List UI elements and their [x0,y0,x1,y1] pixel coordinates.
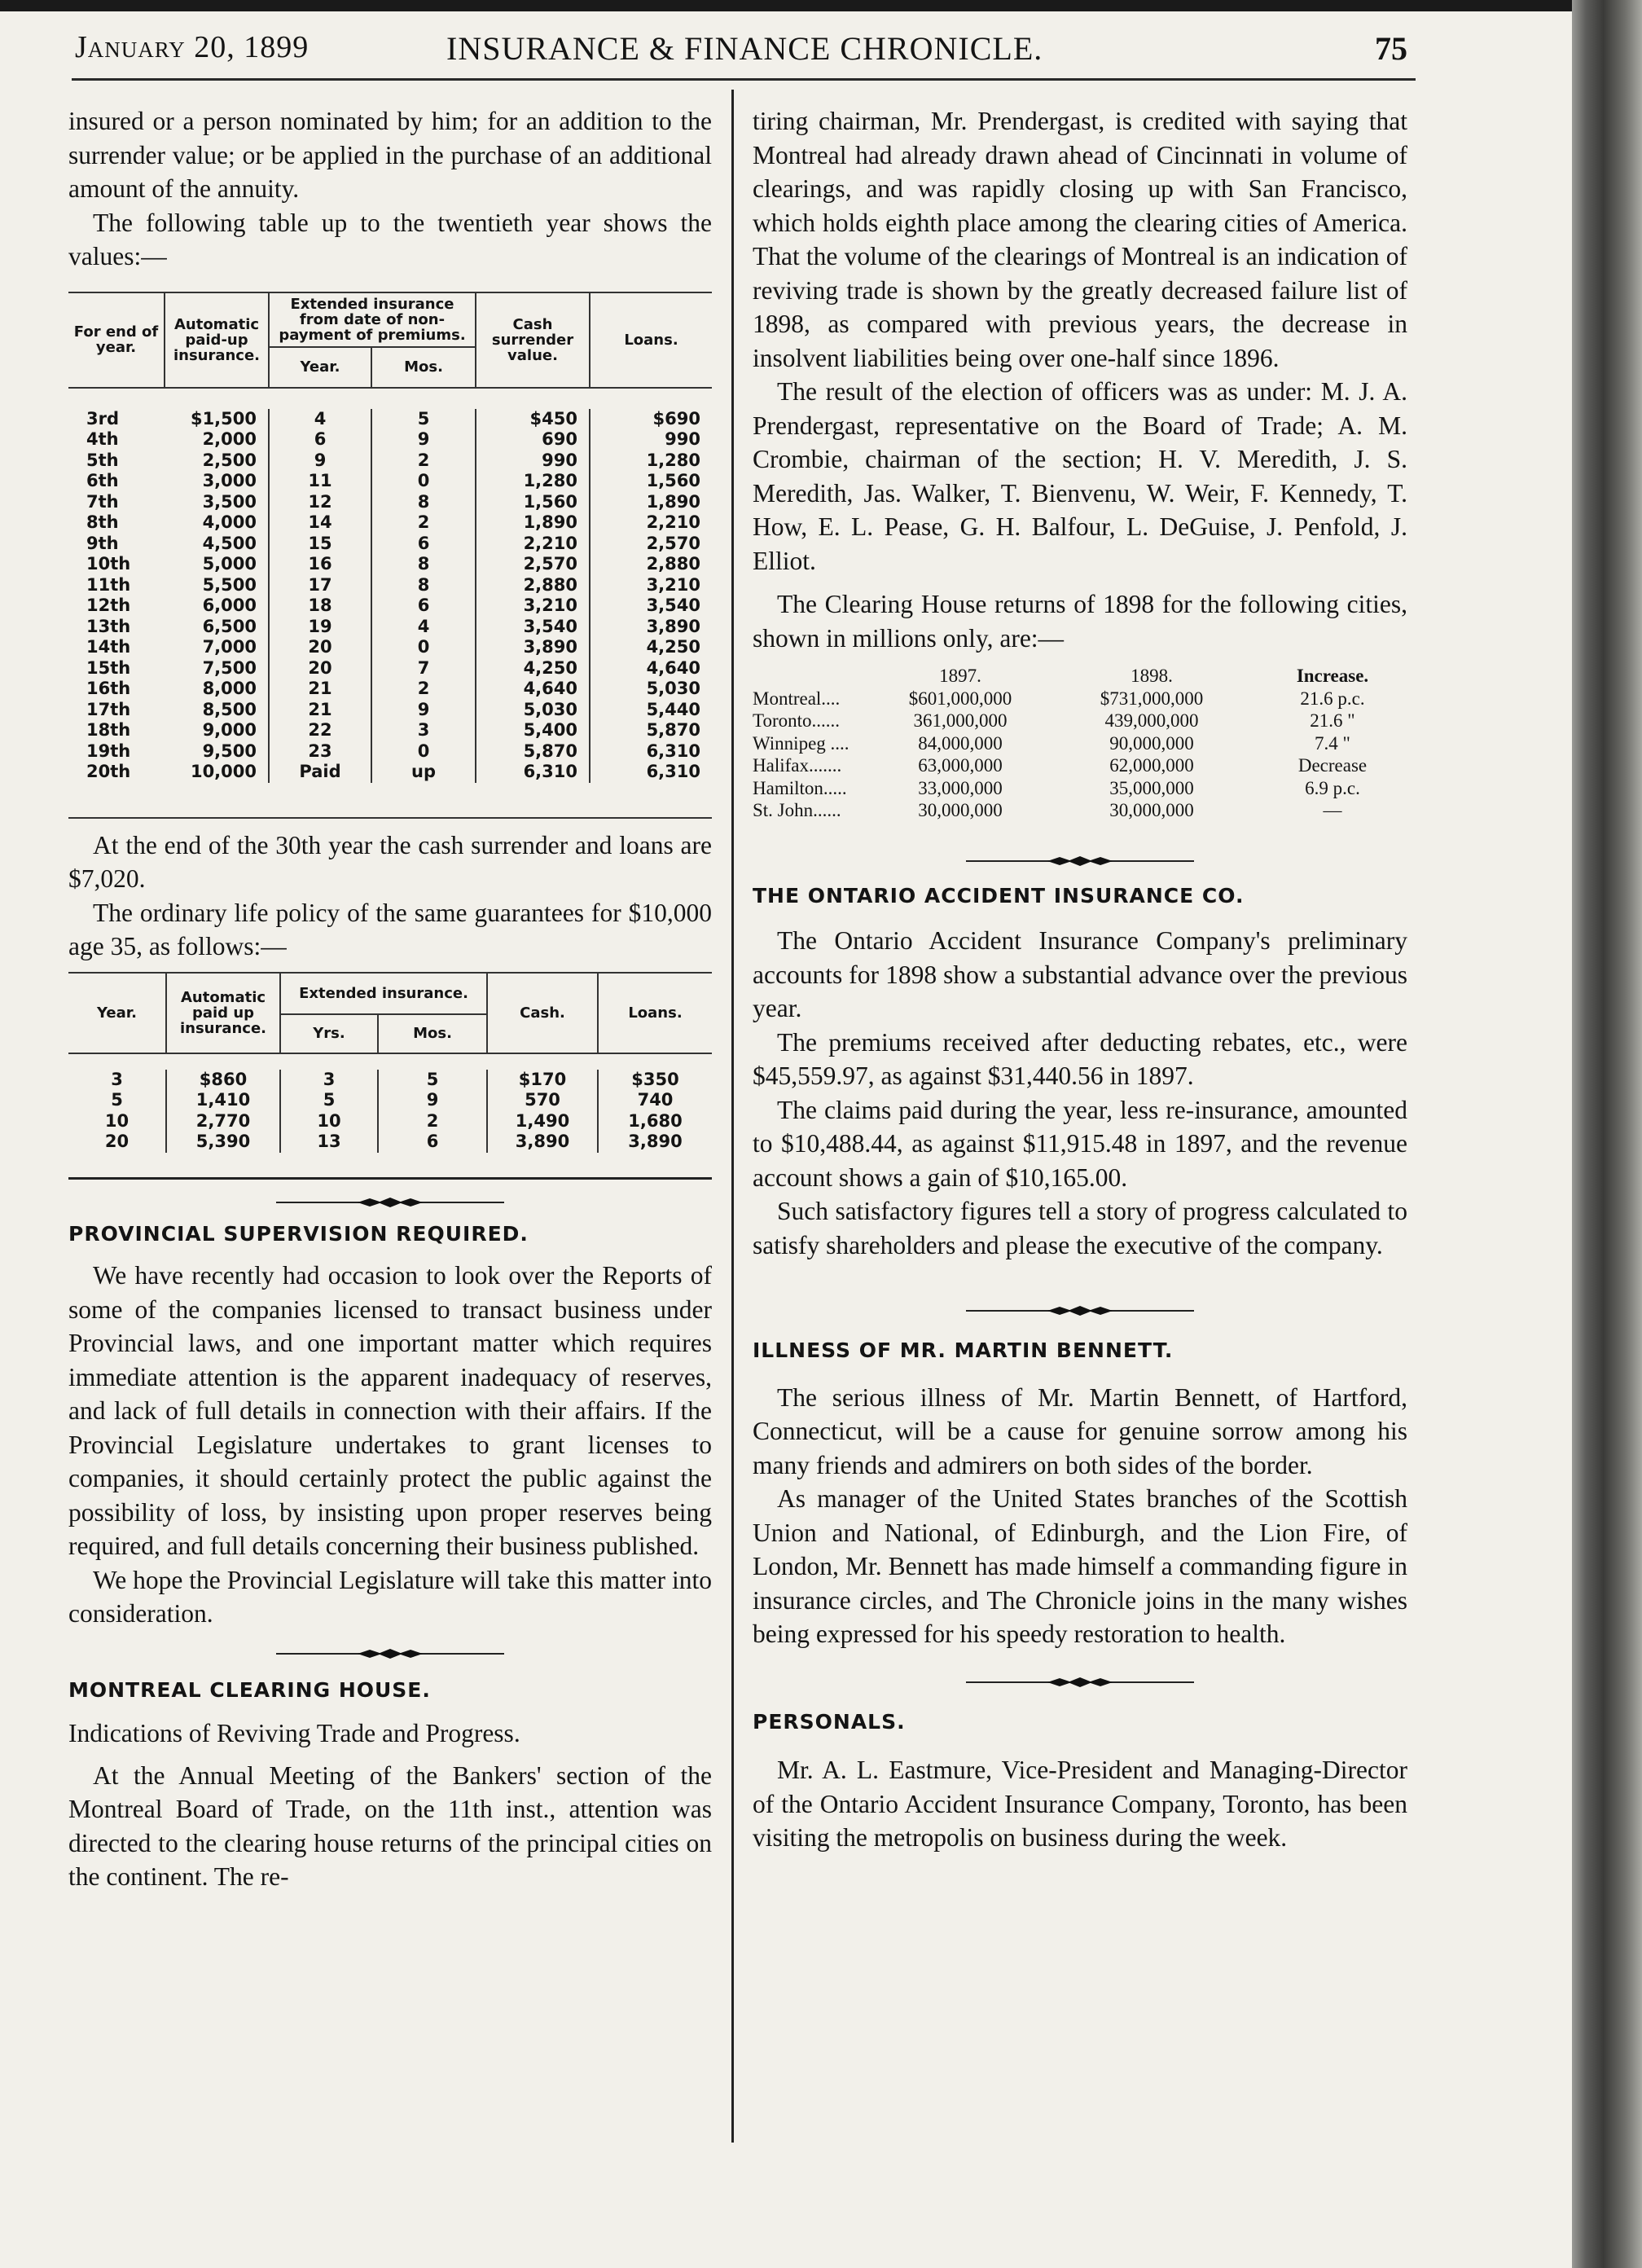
table-cell: 8 [371,554,476,575]
table-cell: 6 [269,429,371,451]
table-cell: 20 [269,658,371,679]
table-cell: Toronto...... [753,710,840,731]
table-cell: 7th [86,491,119,512]
table-row [68,554,712,575]
table-cell: 1,280 [476,471,590,492]
table-cell: 13 [280,1132,378,1153]
table-cell: 14 [269,512,371,534]
table-row [68,492,712,513]
table-cell: 1,560 [476,492,590,513]
table-cell: 4,500 [202,533,257,553]
table-cell: 2,500 [202,450,257,470]
table-cell: 10,000 [190,762,257,781]
col-header: Mos. [378,1014,487,1053]
table-row [753,732,1407,755]
table-cell: 13th [86,616,131,636]
table-cell: $690 [590,409,712,430]
table-cell: 740 [598,1090,712,1111]
table-cell: 1,890 [476,512,590,534]
table-row [753,777,1407,800]
col-header: Year. [269,347,371,388]
table-cell: $1,500 [190,408,257,429]
table-cell: 9 [371,429,476,451]
table-row [68,512,712,534]
table-cell: 6 [371,534,476,555]
table-cell: 2 [378,1111,487,1132]
paragraph: The claims paid during the year, less re-insurance, amounted to $10,488.44, as against $11,915.48 in 1897, and the revenue account shows a gain of $10,165.00. [753,1095,1407,1192]
table-cell: 3,210 [476,596,590,617]
table-row [68,409,712,430]
table-cell: 17th [86,699,131,719]
table-cell: 3,890 [590,617,712,638]
table-cell: 4th [86,429,119,449]
table-cell: 18 [269,596,371,617]
table-cell: 5,030 [590,679,712,700]
section-heading: ILLNESS OF MR. MARTIN BENNETT. [753,1338,1174,1362]
table-cell: 20 [269,637,371,658]
paragraph: The ordinary life policy of the same guarantees for $10,000 age 35, as follows:— [68,898,712,960]
table-cell: 2,570 [590,534,712,555]
values-table-1 [68,292,712,819]
table-cell: 16 [269,554,371,575]
section-subheading: Indications of Reviving Trade and Progress. [68,1719,520,1747]
table-cell: 8 [371,575,476,596]
table-cell: 11 [269,471,371,492]
table-cell: 7.4 " [1315,732,1350,754]
table-cell: 570 [487,1090,598,1111]
col-header: Loans. [598,974,712,1053]
table-cell: 2 [371,451,476,472]
table-cell: 14th [86,637,131,657]
table-cell: Paid [269,762,371,783]
table-cell: Winnipeg .... [753,732,850,754]
table-cell: 2,210 [476,534,590,555]
table-cell: 6,310 [476,762,590,783]
table-cell: 9,500 [202,741,257,761]
header-title: INSURANCE & FINANCE CHRONICLE. [446,30,1043,67]
col-header: Automatic paid up insurance. [166,974,280,1053]
table-cell: 30,000,000 [918,800,1003,820]
table-cell: 3,890 [598,1132,712,1153]
table-row [68,1070,712,1091]
table-cell: Montreal.... [753,688,841,709]
table-cell: 84,000,000 [918,732,1003,754]
table-cell: 0 [371,471,476,492]
col-header: Automatic paid-up insurance. [165,293,269,388]
table-cell: 8,000 [202,679,257,698]
page-number: 75 [1375,30,1407,67]
paragraph: Mr. A. L. Eastmure, Vice-President and Managing-Director of the Ontario Accident Insurance Company, Toronto, has been visiting the metropolis on business during the week. [753,1756,1407,1852]
table-row [68,1090,712,1111]
table-cell: 6.9 p.c. [1305,777,1360,798]
table-body [753,688,1407,822]
table-cell: 5,440 [590,700,712,721]
table-cell: 10 [104,1110,130,1131]
table-row [68,429,712,451]
table-cell: 19th [86,741,131,761]
table-cell: $601,000,000 [908,688,1012,709]
table-cell: 18th [86,720,131,740]
table-cell: 10th [86,554,131,574]
table-cell: 11th [86,574,131,595]
table-cell: 6th [86,471,119,490]
header-rule [72,78,1416,81]
paragraph: At the Annual Meeting of the Bankers' section of the Montreal Board of Trade, on the 11th inst., attention was directed to the clearing house returns of the principal cities on the continent. The re- [68,1760,712,1891]
table-cell: 2,570 [476,554,590,575]
table-cell: 3 [111,1069,123,1089]
table-cell: 21.6 " [1310,710,1355,731]
table-cell: 62,000,000 [1109,755,1194,776]
table-cell: 6,500 [202,616,257,636]
table-cell: 33,000,000 [918,777,1003,798]
table-cell: — [1323,800,1342,820]
paragraph: We have recently had occasion to look over the Reports of some of the companies licensed to transact business under Provincial laws, and one important matter which requires immediate attention is the apparent inadequacy of reserves, and lack of full details in connection with their affairs. If the Provincial Legislature undertakes to grant licenses to companies, it should certainly protect the public against the possibility of loss, by insisting upon proper reserves being required, and full details concerning their business published. [68,1261,712,1560]
paragraph: The Ontario Accident Insurance Company's preliminary accounts for 1898 show a substantial advance over the previous year. [753,926,1407,1022]
table-row [68,451,712,472]
table-cell: 5 [371,409,476,430]
table-cell: 5,030 [476,700,590,721]
table-cell: $860 [166,1070,280,1091]
table-cell: 12 [269,492,371,513]
col-header: Increase. [1296,666,1369,686]
table-cell: 9 [269,451,371,472]
table-cell: 9th [86,533,119,553]
col-header: Extended insurance from date of non-payment of premiums. [269,293,476,347]
table-row [753,688,1407,710]
table-cell: $170 [487,1070,598,1091]
table-cell: 1,680 [598,1111,712,1132]
table-cell: 3,890 [476,637,590,658]
ornament-divider [966,1304,1194,1317]
header-date: January 20, 1899 [75,30,310,64]
table-cell: 8th [86,512,119,532]
table-cell: 3,210 [590,575,712,596]
table-cell: 21 [269,679,371,700]
table-cell: 20 [104,1132,130,1151]
book-spine [1572,0,1642,2268]
paragraph: The result of the election of officers was as under: M. J. A. Prendergast, representative on the Board of Trade; A. M. Crombie, chairman of the section; H. V. Meredith, J. S. Meredith, Jas. Walker, T. Bienvenu, W. Weir, F. Kennedy, T. How, E. L. Pease, G. H. Balfour, L. DeGuise, J. Penfold, J. Elliot. [753,377,1407,575]
table-cell: 17 [269,575,371,596]
table-cell: 3,540 [590,596,712,617]
ornament-divider [276,1647,504,1660]
table-cell: 5th [86,450,119,470]
table-rule [68,817,712,819]
ornament-divider [966,1676,1194,1689]
table-cell: 5,390 [166,1132,280,1153]
table-cell: 0 [371,741,476,763]
table-cell: 8 [371,492,476,513]
table-cell: 35,000,000 [1109,777,1194,798]
table-cell: $350 [598,1070,712,1091]
table-cell: 2,770 [166,1111,280,1132]
col-header: Year. [97,1004,137,1022]
table-cell: 9 [378,1090,487,1111]
table-row [753,754,1407,777]
table-cell: 5,000 [202,554,257,574]
ornament-divider [276,1196,504,1209]
table-cell: 3,890 [487,1132,598,1153]
paragraph: The serious illness of Mr. Martin Bennett, of Hartford, Connecticut, will be a cause for genuine sorrow among his many friends and admirers on both sides of the border. [753,1382,1407,1479]
col-header: Loans. [590,293,712,388]
table-cell: 4,250 [590,637,712,658]
table-cell: Hamilton..... [753,777,847,798]
table-cell: 6,310 [590,762,712,783]
table-cell: 5,400 [476,720,590,741]
table-row [68,617,712,638]
section-heading: MONTREAL CLEARING HOUSE. [68,1677,431,1702]
table-cell: 9 [371,700,476,721]
table-cell: 3rd [86,408,120,429]
table-cell: 6 [371,596,476,617]
table-cell: 6,000 [202,596,257,615]
table-cell: 10 [280,1111,378,1132]
table-cell: 6,310 [590,741,712,763]
table-cell: 22 [269,720,371,741]
col-header: 1897. [939,666,981,686]
scan-top-edge [0,0,1642,11]
table-cell: 1,490 [487,1111,598,1132]
col-header: Cash. [487,974,598,1053]
col-header: Yrs. [280,1014,378,1053]
paragraph: The following table up to the twentieth year shows the values:— [68,208,712,270]
table-body [68,1070,712,1153]
table-row [68,679,712,700]
section-heading: PERSONALS. [753,1709,906,1734]
table-cell: 439,000,000 [1104,710,1199,731]
table-row [68,1111,712,1132]
table-cell: 361,000,000 [913,710,1008,731]
left-column [68,104,712,1894]
paragraph: As manager of the United States branches of the Scottish Union and National, of Edinburgh, and the Lion Fire, of London, Mr. Bennett has made himself a commanding figure in insurance circles, and The Chronicle joins in the many wishes being expressed for his speedy restoration to health. [753,1484,1407,1648]
table-row [68,720,712,741]
table-cell: 5,500 [202,574,257,595]
table-cell: 6 [378,1132,487,1153]
table-cell: 4 [371,617,476,638]
clearing-returns-table [753,665,1407,822]
right-column [753,104,1407,1855]
table-cell: 23 [269,741,371,763]
table-cell: $450 [476,409,590,430]
table-cell: 8,500 [202,699,257,719]
paragraph: tiring chairman, Mr. Prendergast, is credited with saying that Montreal had already drawn ahead of Cincinnati in volume of clearings, and was rapidly closing up with San Francisco, which holds eighth place among the clearing cities of America. That the volume of the clearings of Montreal is an indication of reviving trade is shown by the greatly decreased failure list of 1898, as compared with previous years, the decrease in insolvent liabilities being over one-half since 1896. [753,107,1407,372]
section-heading: PROVINCIAL SUPERVISION REQUIRED. [68,1221,529,1246]
table-cell: 7 [371,658,476,679]
paragraph: At the end of the 30th year the cash surrender and loans are $7,020. [68,830,712,893]
table-cell: 7,500 [202,657,257,678]
paragraph: Such satisfactory figures tell a story of progress calculated to satisfy shareholders and please the executive of the company. [753,1197,1407,1259]
table-cell: 2 [371,512,476,534]
table-cell: 2 [371,679,476,700]
table-cell: 16th [86,679,131,698]
ornament-divider [966,855,1194,868]
section-heading: THE ONTARIO ACCIDENT INSURANCE CO. [753,883,1245,908]
table-cell: 1,560 [590,471,712,492]
table-cell: 21 [269,700,371,721]
table-cell: St. John...... [753,800,841,820]
table-cell: up [371,762,476,783]
paragraph: insured or a person nominated by him; for an addition to the surrender value; or be applied in the purchase of an additional amount of the annuity. [68,107,712,203]
table-row [68,575,712,596]
table-cell: 30,000,000 [1109,800,1194,820]
table-cell: $731,000,000 [1100,688,1204,709]
table-cell: 4 [269,409,371,430]
table-cell: 12th [86,596,131,615]
table-cell: 5,870 [476,741,590,763]
col-header: 1898. [1131,666,1173,686]
table-cell: 3 [371,720,476,741]
table-cell: 3 [280,1070,378,1091]
table-cell: 3,000 [202,471,257,490]
table-cell: 4,250 [476,658,590,679]
table-cell: 2,000 [202,429,257,449]
table-row [753,799,1407,822]
table-cell: 690 [476,429,590,451]
col-header: Mos. [371,347,476,388]
table-cell: 20th [86,762,131,781]
table-cell: 4,640 [590,658,712,679]
table-cell: 9,000 [202,720,257,740]
column-rule [731,90,734,2143]
table-cell: 63,000,000 [918,755,1003,776]
table-cell: Decrease [1297,755,1368,776]
table-cell: 3,500 [202,491,257,512]
table-cell: 3,540 [476,617,590,638]
table-rule [68,1177,712,1180]
paragraph: The Clearing House returns of 1898 for the following cities, shown in millions only, are:— [753,590,1407,653]
table-cell: 990 [590,429,712,451]
table-cell: 5 [378,1070,487,1091]
table-row [753,710,1407,732]
table-cell: 1,410 [166,1090,280,1111]
table-cell: 15 [269,534,371,555]
table-body [68,409,712,783]
col-header: Cash surrender value. [476,293,590,388]
table-cell: 4,640 [476,679,590,700]
table-row [68,658,712,679]
col-header: Extended insurance. [280,974,487,1014]
table-cell: 7,000 [202,637,257,657]
table-row [68,534,712,555]
table-cell: 990 [476,451,590,472]
table-cell: 5 [111,1090,123,1110]
table-row [68,741,712,763]
table-cell: 21.6 p.c. [1300,688,1365,709]
table-cell: 2,880 [590,554,712,575]
paragraph: The premiums received after deducting rebates, etc., were $45,559.97, as against $31,440.56 in 1897. [753,1027,1407,1090]
table-row [68,637,712,658]
table-cell: 1,280 [590,451,712,472]
table-cell: 5 [280,1090,378,1111]
table-row [68,471,712,492]
table-cell: 4,000 [202,512,257,532]
table-row [68,596,712,617]
table-cell: 15th [86,657,131,678]
table-cell: Halifax....... [753,755,842,776]
table-cell: 1,890 [590,492,712,513]
values-table-2 [68,972,712,1180]
table-cell: 2,880 [476,575,590,596]
table-cell: 19 [269,617,371,638]
col-header: For end of year. [73,323,159,356]
table-cell: 90,000,000 [1109,732,1194,754]
table-row [68,1132,712,1153]
table-cell: 5,870 [590,720,712,741]
table-row [68,762,712,783]
table-cell: 2,210 [590,512,712,534]
table-cell: 0 [371,637,476,658]
paragraph: We hope the Provincial Legislature will take this matter into consideration. [68,1565,712,1628]
table-row [68,700,712,721]
